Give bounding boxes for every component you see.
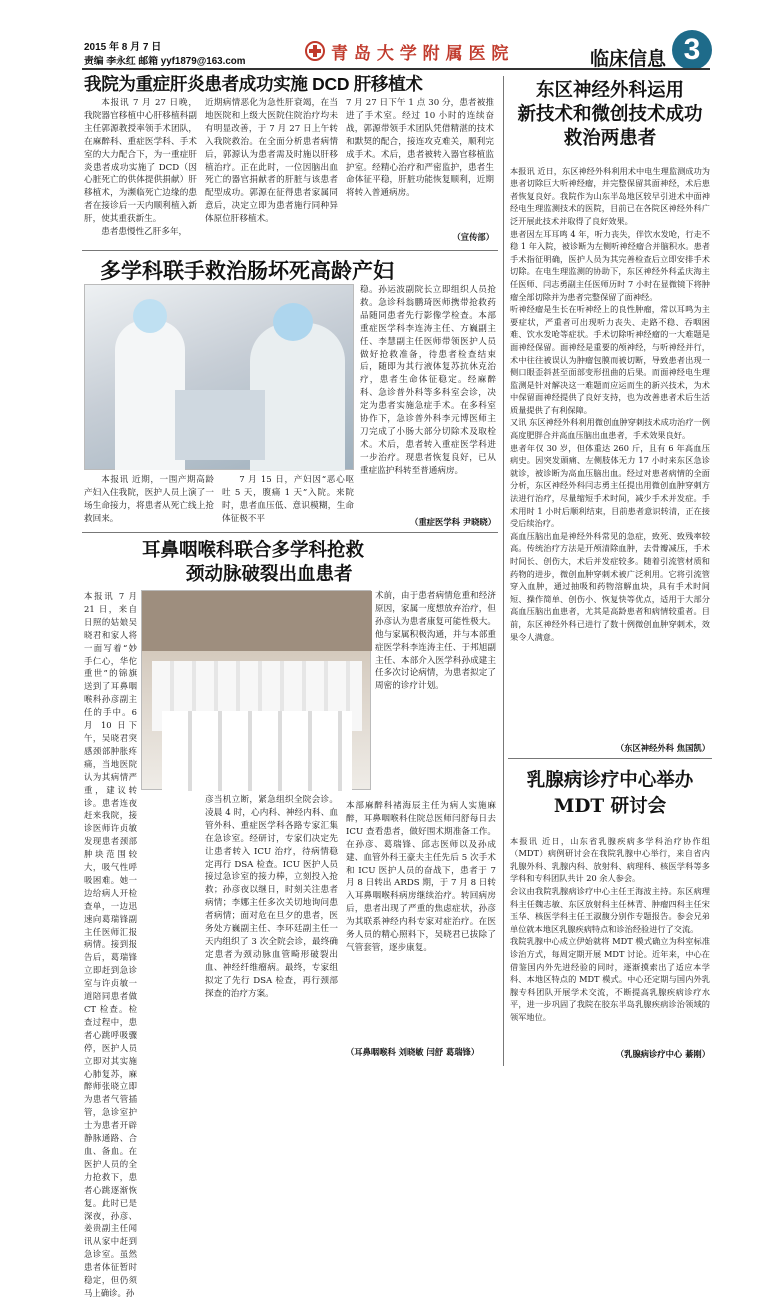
hospital-emblem-icon bbox=[305, 41, 325, 61]
article-title: 新技术和微创技术成功 bbox=[517, 104, 703, 125]
article-col: 稳。孙运波副院长立即组织人员抢救。急诊科翁鹏琦医师携带抢救药品随同患者先行影像学检查。本部重症医学科李连涛主任、方巍副主任、李慧副主任医师带领医护人员做好抢救准备，待患者检查结束后，随即为其行液体复苏抗休克治疗，患者生命体征稳定。经麻醉科、急诊普外科等多科室会诊，决定为患者实施急症手术。在多科室协作下，急诊普外科李元博医师主刀完成了小肠大部分切除术及取栓术。术后，患者转入重症医学科进一步治疗。现患者恢复良好，已从重症监护科转至普通病房。 bbox=[360, 285, 496, 476]
byline: （耳鼻咽喉科 刘晓敏 闫舒 葛瑞锋） bbox=[346, 1047, 480, 1057]
byline: （宣传部） bbox=[452, 232, 494, 242]
header-editor: 责编 李永红 邮箱 yyf1879@163.com bbox=[84, 56, 246, 67]
page-number: 3 bbox=[672, 30, 712, 70]
article-title: 耳鼻咽喉科联合多学科抢救 bbox=[142, 540, 365, 561]
article-rule bbox=[82, 532, 498, 533]
photo-caption: 本报讯 近期，一围产期高龄产妇入住我院，医护人员上演了一场生命接力，将患者从死亡线上抢救回来。 bbox=[84, 475, 214, 524]
byline: （乳腺病诊疗中心 綦刚） bbox=[615, 1049, 710, 1059]
article-rule bbox=[82, 250, 498, 251]
photo-staff-group bbox=[141, 590, 371, 790]
byline: （东区神经外科 焦国凯） bbox=[615, 743, 710, 753]
article-rule bbox=[508, 758, 712, 759]
article-col: 7 月 27 日下午 1 点 30 分，患者被推进了手术室。经过 10 小时的连续奋战，郭源带领手术团队凭借精湛的技术和默契的配合，接连攻克难关，顺利完成手术。术后，患者被转入器官移植监护室。经精心治疗和严密监护，患者生命体征平稳，肝脏功能恢复顺利，近期将转入普通病房。 bbox=[346, 98, 494, 199]
photo-caption: 7 月 15 日，产妇因“恶心呕吐 5 天，腹痛 1 天”入院。来院时，患者血压低、意识模糊，生命体征极不平 bbox=[222, 475, 354, 524]
article-col: 近期病情恶化为急性肝衰竭，在当地医院和上级大医院住院治疗均未有明显改善，于 7 月 27 日上午转入我院救治。在全面分析患者病情后，郭源认为患者需及时施以肝移植治疗。正在此时，一位因脑出血死亡的器官捐献者的肝脏与该患者配型成功。郭源在征得患者家属同意后，决定立即为患者施行同种异体原位肝移植术。 bbox=[205, 98, 338, 225]
column-divider bbox=[503, 76, 504, 1066]
header-rule bbox=[82, 68, 710, 70]
article-col: 本部麻醉科褚海辰主任为病人实施麻醉，耳鼻咽喉科住院总医师闫舒每日去 ICU 查看患者，做好围术期准备工作。在孙彦、葛瑞锋、邱志医师以及孙成建、血管外科王豪夫主任先后 5 次手术和 ICU 医护人员的奋战下，患者于 7 月 8 日转出 ARDS 期，于 7 月 8 日转入耳鼻咽喉科病房继续治疗。转回病房后，患者出现了严重的焦虑症状，孙彦为其联系神经内科专家对症治疗。在医务人员的精心照料下，吴晓君已拔除了气管套管，逐步康复。 bbox=[346, 801, 496, 953]
article-title: 我院为重症肝炎患者成功实施 DCD 肝移植术 bbox=[84, 74, 423, 94]
article-col: 彦当机立断，紧急组织全院会诊。凌晨 4 时，心内科、神经内科、血管外科、重症医学科各路专家汇集在急诊室。经研讨，专家们决定先让患者转入 ICU 治疗，待病情稳定再行 DSA 检查。ICU 医护人员接过急诊室的接力棒，立刻投入抢救；孙彦夜以继日，时刻关注患者病情；李娜主任多次关切地询问患者病情；面对危在旦夕的患者，医务处方巍副主任、李环廷副主任一天内组织了 3 次全院会诊，最终确定患者为颈动脉血管畸形破裂出血、神经纤维瘤病。最终，专家组拟定了先行 DSA 检查，再行颈部探查的治疗方案。 bbox=[205, 795, 338, 999]
photo-icu-care bbox=[84, 284, 354, 470]
article-body: 本报讯 近日，山东省乳腺疾病多学科治疗协作组（MDT）病例研讨会在我院乳腺中心举行，来自省内乳腺外科、乳腺内科、放射科、病理科、核医学科等多学科和专科团队共计 20 余人参会。 会议由我院乳腺病诊疗中心主任王海波主持。东区病理科主任魏志敏、东区放射科主任林青、肿瘤四科主任宋玉华、核医学科主任王淑馥分别作专题报告。参会兄弟单位就本地区乳腺疾病特点和诊治经验进行了交流。 我院乳腺中心成立伊始就将 MDT 模式确立为科室标准诊治方式，每周定期开展 MDT 讨论。近年来，中心在借鉴国内外先进经验的同时，逐渐摸索出了适应本学科、本地区特点的 MDT 模式。中心还定期与国内外乳腺专科团队开展学术交流，不断提高乳腺疾病诊疗水平，进一步巩固了我院在胶东半岛乳腺疾病诊治领域的领军地位。 bbox=[510, 835, 710, 1022]
article-title: MDT 研讨会 bbox=[553, 796, 667, 817]
article-body: 本报讯 近日，东区神经外科利用术中电生理监测成功为患者切除巨大听神经瘤，并完整保留其面神经，术后患者恢复良好。我院作为山东半岛地区较早引进术中面神经电生理监测技术的医院，目前已在各院区神经外科广泛开展此技术并取得了良好效果。 患者因左耳耳鸣 4 年，听力丧失，伴饮水发呛，行走不稳 1 年入院，被诊断为左侧听神经瘤合并脑积水。患者手术指征明确，医护人员为其完善检查后立即安排手术切除。在电生理监测的协助下，东区神经外科孟庆海主任医师、闫志勇副主任医师历时 7 小时在显微镜下将肿瘤全部切除并为患者完整保留了面神经。 听神经瘤是生长在听神经上的良性肿瘤，常以耳鸣为主要症状，严重者可出现听力丧失、走路不稳、吞咽困难、饮水发呛等症状。手术切除听神经瘤的一大难题是面神经保留。面神经是重要的颅神经，与听神经并行，术中往往被误认为肿瘤包膜而被切断，导致患者出现一侧口眼歪斜甚至面部变形扭曲的后果。而面神经电生理监测是针对解决这一难题而应运而生的新兴技术，为术中保留面神经提供了良好支持，也为改善患者术后生活质量提供了有利保障。 又讯 东区神经外科利用微创血肿穿刺技术成功治疗一例高度肥胖合并高血压脑出血患者，手术效果良好。 患者年仅 30 岁，但体重达 260 斤，且有 6 年高血压病史。因突发頭痛、左侧肢体无力 17 小时来东区急诊就诊，被诊断为高血压脑出血。经过对患者病情的全面分析，东区神经外科闫志勇主任提出用微创血肿穿刺方法进行治疗，尽量缩短手术时间，减少手术并发症。手术用时 1 小时后顺利结束，目前患者意识转清，正在接受后续治疗。 高血压脑出血是神经外科常见的急症，致死、致残率较高。传统治疗方法是开颅清除血肿，去骨瓣减压，手术时间长、创伤大，术后并发症较多。随着引流管材质和药物的进步，微创血肿穿刺术被广泛利用。它将引流管穿入血肿，通过抽吸和药物溶解血块，具有手术时间短、操作简单、创伤小、恢复快等优点，适用于大部分高血压脑出血患者，尤其是高龄患者和病情较重者。目前，东区神经外科已进行了数十例微创血肿穿刺术，效果令人满意。 bbox=[510, 165, 710, 642]
article-title: 东区神经外科运用 bbox=[535, 80, 684, 101]
article-col: 术前，由于患者病情危重和经济原因，家属一度想放弃治疗，但孙彦认为患者康复可能性极大。他与家属积极沟通，并与本部重症医学科李连涛主任、于邦旭副主任、本部介入医学科孙成建主任多次讨论病情，为患者拟定了周密的诊疗计划。 bbox=[375, 591, 496, 692]
byline: （重症医学科 尹晓晓） bbox=[410, 517, 496, 527]
section-title: 临床信息 bbox=[590, 48, 667, 70]
article-col: 本报讯 7 月 21 日，来自日照的姑娘吴晓君和家人将一面写着“妙手仁心，华佗重世”的锦旗送到了耳鼻咽喉科孙彦副主任的手中。6 月 10 日下午，吴晓君突感颈部肿胀疼痛，当地医院认为其病情严重，建议转诊。患者连夜赶来我院，接诊医师许贞敏发现患者颈部肿块范围较大，吸气性呼吸困难。她一边给病人开检查单，一边迅速向葛瑞锋副主任医师汇报病情。接到报告后，葛瑞锋立即赶到急诊室与许贞敏一道陪同患者做 CT 检查。检查过程中，患者心跳呼吸骤停，医护人员立即对其实施心肺复苏，麻醉师张晓立即为患者气管插管，急诊室护士为患者开辟静脉通路、合血、备血。在医护人员的全力抢救下，患者心跳逐渐恢复。此时已是深夜，孙彦、姜贵副主任闻讯从家中赶到急诊室。虽然患者体征暂时稳定，但仍须马上确诊。孙 bbox=[84, 591, 137, 1298]
masthead bbox=[305, 38, 508, 64]
article-col: 本报讯 7 月 27 日晚，我院器官移植中心肝移植科副主任郭源教授率领手术团队，在麻醉科、重症医学科、手术室的大力配合下，为一重症肝炎患者成功实施了 DCD（因心脏死亡的供体提供捐献）肝移植术，为濒临死亡边缘的患者在接诊后一天内顺利植入新肝，使其重获新生。 患者患慢性乙肝多年， bbox=[84, 98, 197, 238]
article-title: 乳腺病诊疗中心举办 bbox=[526, 770, 694, 791]
article-subtitle: 颈动脉破裂出血患者 bbox=[186, 564, 353, 585]
header-date: 2015 年 8 月 7 日 bbox=[84, 42, 162, 53]
article-title: 救治两患者 bbox=[563, 128, 657, 149]
article-title: 多学科联手救治肠坏死高龄产妇 bbox=[100, 258, 394, 283]
masthead-title: 青 岛 大 学 附 属 医 院 bbox=[331, 43, 509, 64]
